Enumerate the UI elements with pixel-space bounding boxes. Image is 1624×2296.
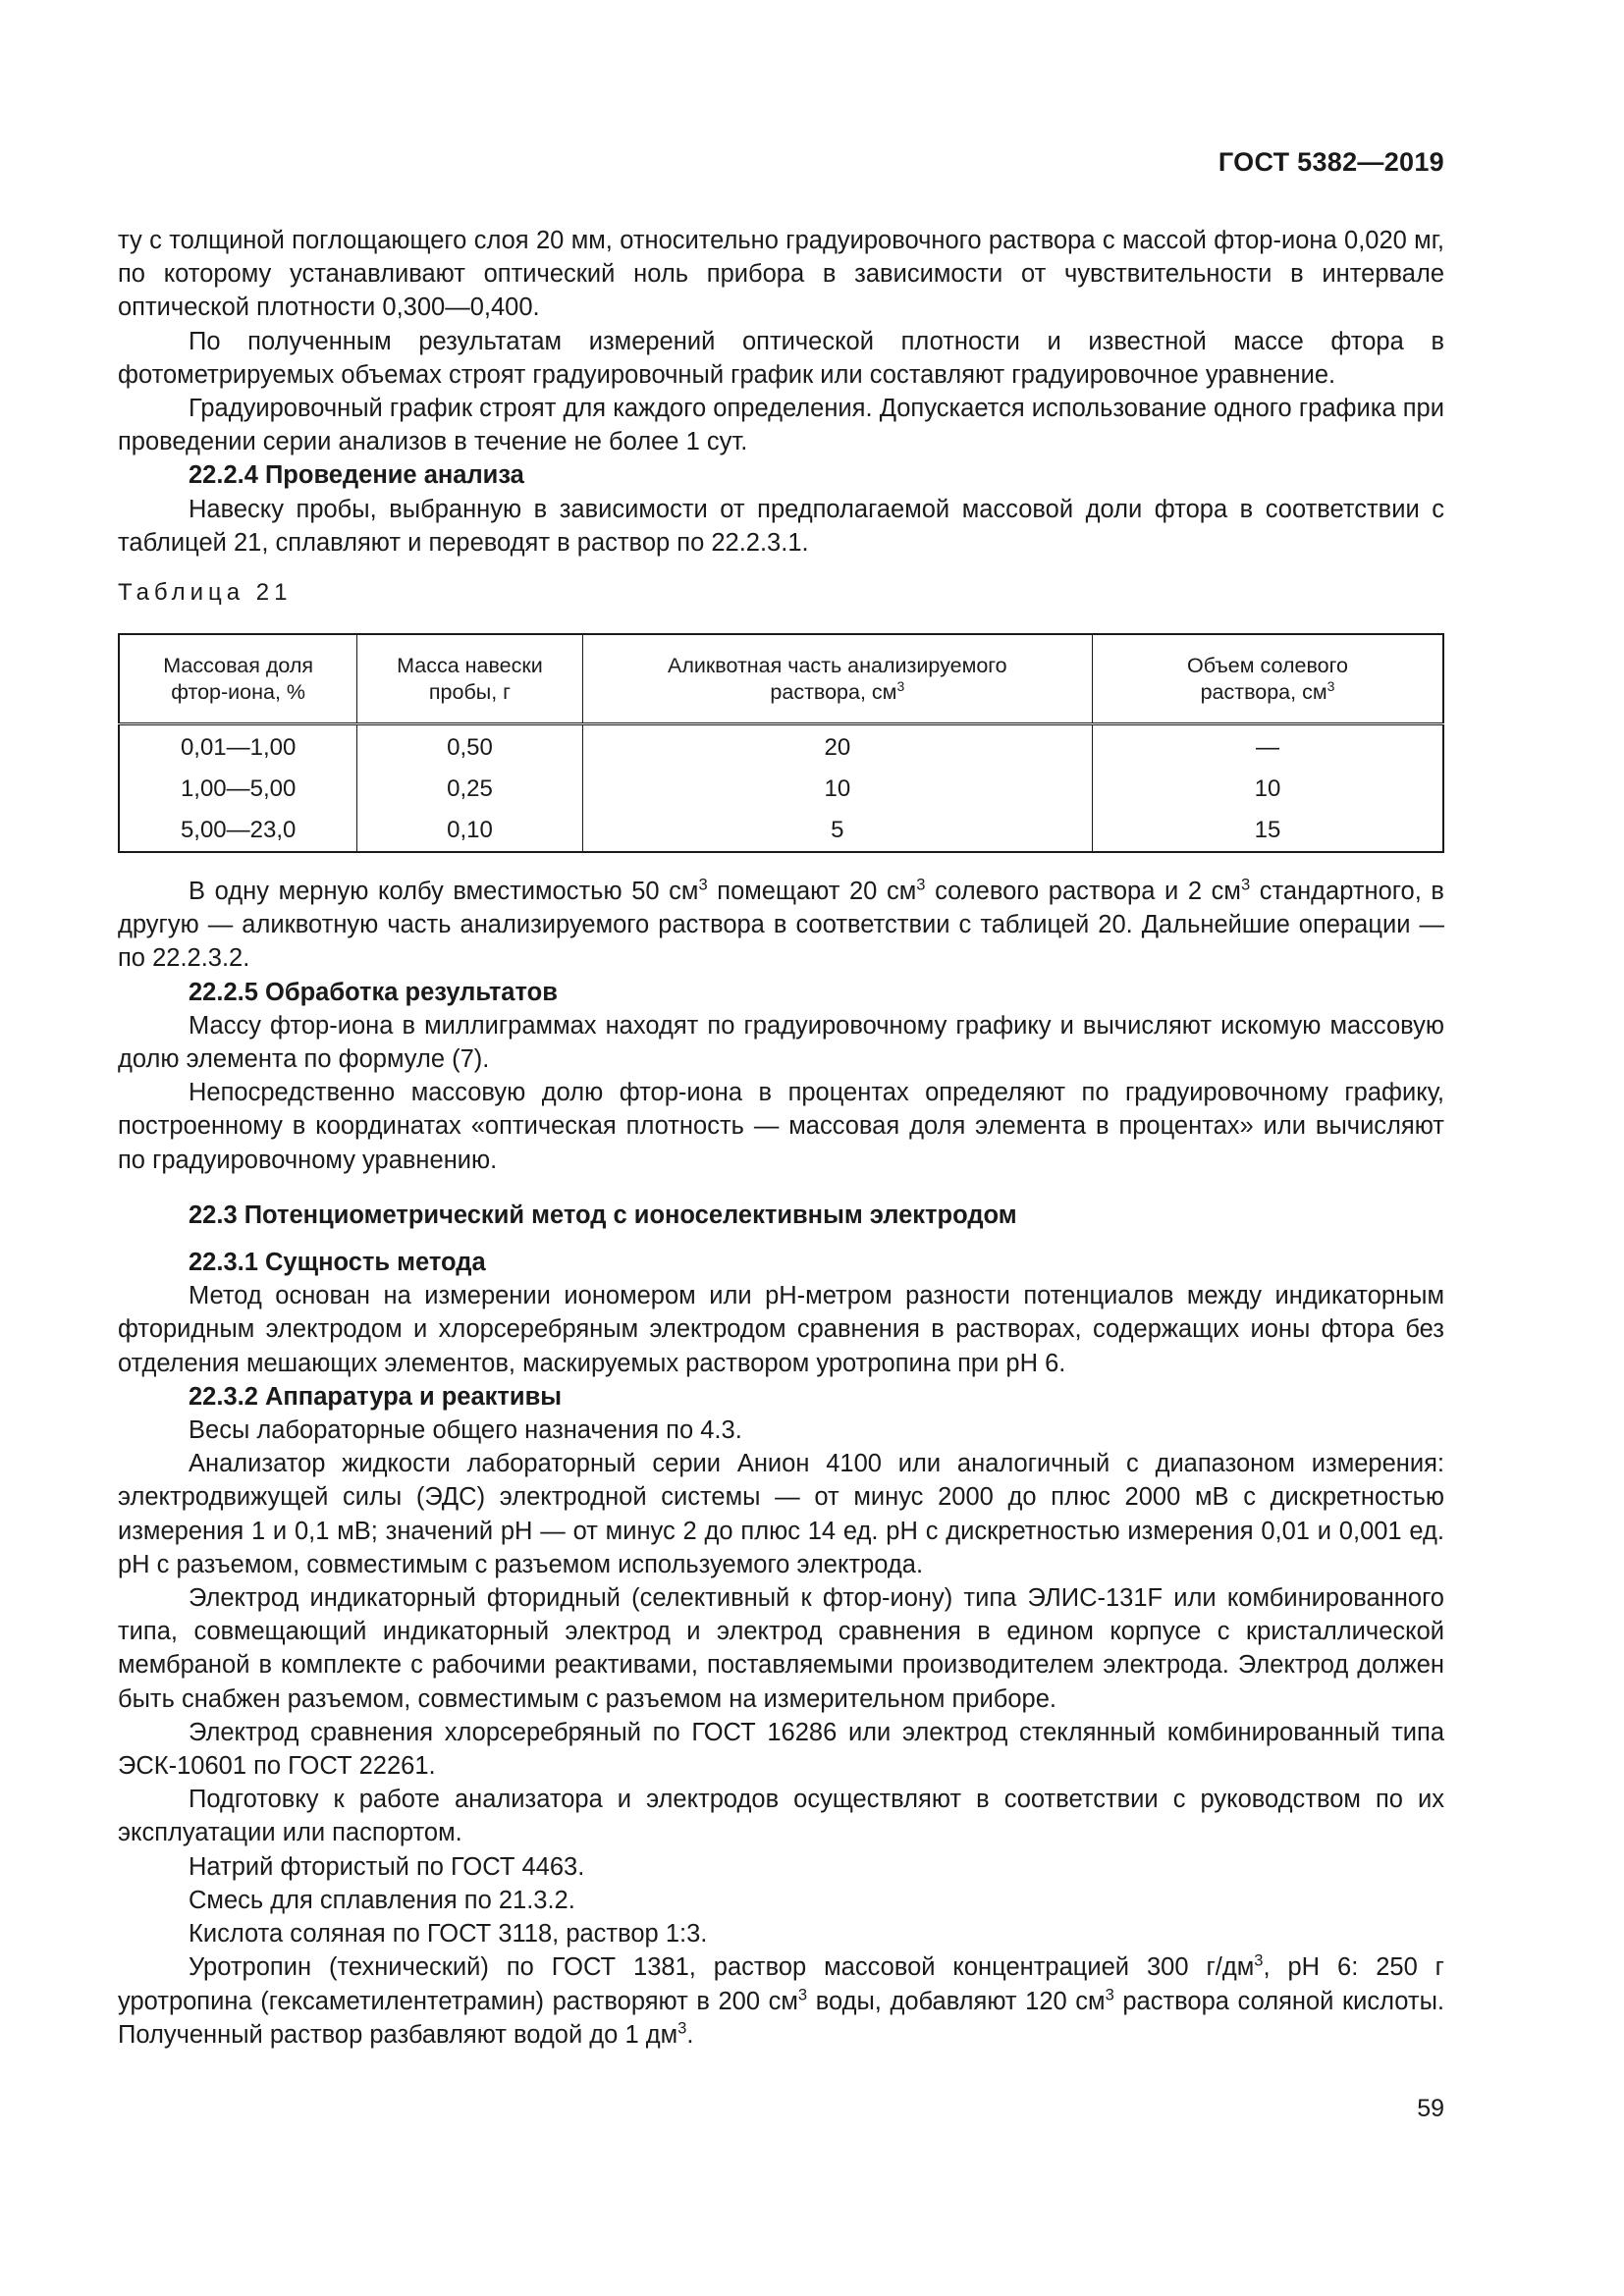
paragraph: Электрод сравнения хлорсеребряный по ГОСТ 16286 или электрод стеклянный комбинированный типа ЭСК-10601 по ГОСТ 22261. [118, 1718, 1444, 1781]
table-caption: Таблица 21 [118, 579, 293, 606]
table-cell: 10 [1254, 775, 1281, 802]
paragraph: Смесь для сплавления по 21.3.2. [189, 1886, 575, 1914]
table-cell: 5,00—23,0 [119, 810, 357, 852]
table-cell: 0,50 [357, 724, 582, 770]
document-header: ГОСТ 5382—2019 [1218, 147, 1444, 177]
main-text-block [118, 875, 1444, 2052]
paragraph: Метод основан на измерении иономером или pH-метром разности потенциалов между индикаторным фторидным электродом и хлорсеребряным электродом сравнения в растворах, содержащих ионы фтора без отделения мешающих элементов, маскируемых раствором уротропина при pH 6. [118, 1282, 1444, 1377]
section-heading-22-3-2: 22.3.2 Аппаратура и реактивы [189, 1382, 563, 1411]
table-cell: — [1256, 734, 1279, 761]
table-row [119, 769, 1443, 810]
table-header-cell: Аликвотная часть анализируемого раствора, $см^3$ [582, 634, 1092, 724]
table-cell: 15 [1254, 817, 1281, 843]
table-header-cell: Массовая доля фтор-иона, % [119, 634, 357, 724]
paragraph: ту с толщиной поглощающего слоя 20 мм, относительно градуировочного раствора с массой фтор-иона 0,020 мг, по которому устанавливают оптический ноль прибора в зависимости от чувствительности в интервале оптической плотности 0,300—0,400. [118, 227, 1444, 322]
table-cell: 1,00—5,00 [119, 769, 357, 810]
paragraph: Градуировочный график строят для каждого определения. Допускается использование одного графика при проведении серии анализов в течение не более 1 сут. [118, 395, 1444, 456]
paragraph: Навеску пробы, выбранную в зависимости от предполагаемой массовой доли фтора в соответствии с таблицей 21, сплавляют и переводят в раствор по 22.2.3.1. [118, 495, 1444, 557]
table-cell: 0,10 [357, 810, 582, 852]
paragraph: Непосредственно массовую долю фтор-иона в процентах определяют по градуировочному графику, построенному в координатах «оптическая плотность — массовая доля элемента в процентах» или вычисляют по градуировочному уравнению. [118, 1079, 1444, 1174]
paragraph: Электрод индикаторный фторидный (селективный к фтор-иону) типа ЭЛИС-131F или комбинированного типа, совмещающий индикаторный электрод и электрод сравнения в едином корпусе с кристаллической мембраной в комплекте с рабочими реактивами, поставляемыми производителем электрода. Электрод должен быть снабжен разъемом, совместимым с разъемом на измерительном приборе. [118, 1584, 1444, 1713]
table-row [119, 724, 1443, 770]
paragraph: Уротропин (технический) по ГОСТ 1381, раствор массовой концентрацией 300 $г/дм^3$, pH 6: 250 г уротропина (гексаметилентетрамин) растворяют в 200 $см^3$ воды, добавляют 120 $см^3$ раствора соляной кислоты. Полученный раствор разбавляют водой до 1 $дм^3$. [118, 1950, 1444, 2049]
page-number: 59 [1417, 2095, 1444, 2122]
table-21 [118, 633, 1444, 853]
table-header-cell: Масса навески пробы, г [357, 634, 582, 724]
section-heading-22-3: 22.3 Потенциометрический метод с ионоселективным электродом [189, 1201, 1017, 1229]
table-cell: 5 [582, 810, 1092, 852]
paragraph: В одну мерную колбу вместимостью 50 $см^3$ помещают 20 $см^3$ солевого раствора и 2 $см^3$ стандартного, в другую — аликвотную часть анализируемого раствора в соответствии с таблицей 20. Дальнейшие операции — по 22.2.3.2. [118, 875, 1444, 973]
table-header-cell: Объем солевого раствора, $см^3$ [1093, 634, 1444, 724]
paragraph: Весы лабораторные общего назначения по 4.3. [189, 1416, 742, 1445]
table-cell: 10 [582, 769, 1092, 810]
table-cell: 0,25 [357, 769, 582, 810]
paragraph: Подготовку к работе анализатора и электродов осуществляют в соответствии с руководством по их эксплуатации или паспортом. [118, 1786, 1444, 1847]
paragraph: По полученным результатам измерений оптической плотности и известной массе фтора в фотометрируемых объемах строят градуировочный график или составляют градуировочное уравнение. [118, 327, 1444, 389]
table-cell: 20 [582, 724, 1092, 770]
paragraph: Натрий фтористый по ГОСТ 4463. [189, 1852, 585, 1881]
section-heading-22-2-5: 22.2.5 Обработка результатов [189, 978, 558, 1006]
top-text-block [118, 224, 1444, 560]
table-cell: 0,01—1,00 [119, 724, 357, 770]
section-heading-22-3-1: 22.3.1 Сущность метода [189, 1249, 486, 1277]
section-heading-22-2-4: 22.2.4 Проведение анализа [189, 461, 524, 490]
paragraph: Массу фтор-иона в миллиграммах находят по градуировочному графику и вычисляют искомую массовую долю элемента по формуле (7). [118, 1011, 1444, 1074]
paragraph: Анализатор жидкости лабораторный серии Анион 4100 или аналогичный с диапазоном измерения: электродвижущей силы (ЭДС) электродной системы — от минус 2000 до плюс 2000 мВ с дискретностью измерения 1 и 0,1 мВ; значений pH — от минус 2 до плюс 14 ед. pH с дискретностью измерения 0,01 и 0,001 ед. pH с разъемом, совместимым с разъемом используемого электрода. [118, 1450, 1444, 1578]
paragraph: Кислота соляная по ГОСТ 3118, раствор 1:3. [189, 1920, 708, 1949]
table-row [119, 810, 1443, 852]
